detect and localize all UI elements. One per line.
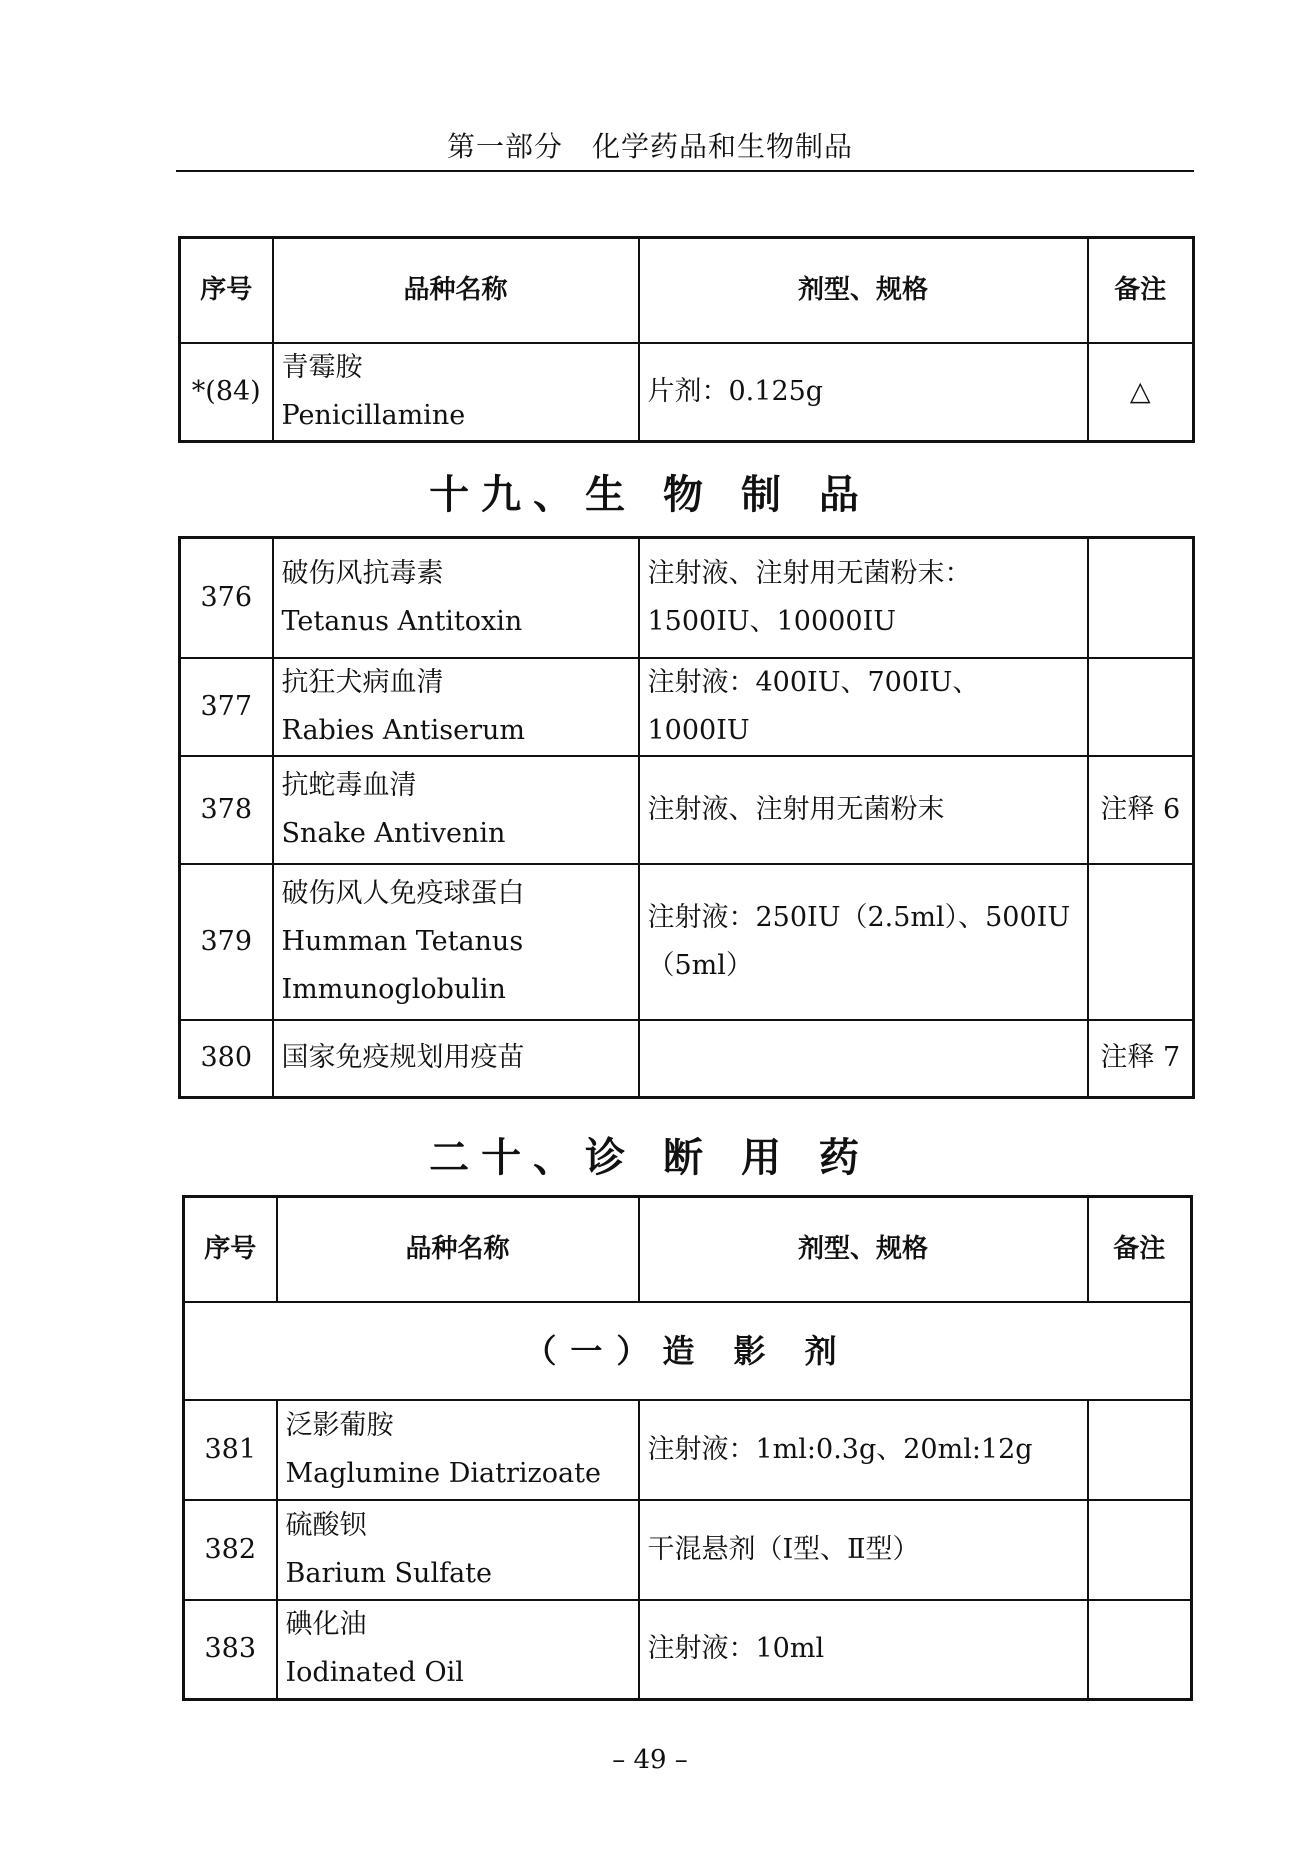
note-cell xyxy=(1088,1400,1192,1500)
drug-name-en: Snake Antivenin xyxy=(281,817,506,849)
row-number: 381 xyxy=(184,1400,277,1500)
row-number: *(84) xyxy=(180,343,273,442)
note-cell xyxy=(1088,864,1194,1020)
header-spec: 剂型、规格 xyxy=(639,1197,1088,1302)
table-row xyxy=(180,343,1194,442)
section-title-diagnostics: 二十、诊 断 用 药 xyxy=(429,1135,871,1181)
header-rule xyxy=(176,170,1194,172)
table-row xyxy=(184,1400,1192,1500)
header-name: 品种名称 xyxy=(273,238,639,343)
page-number: – 49 – xyxy=(612,1745,688,1775)
note-cell xyxy=(1088,1600,1192,1700)
subsection-row xyxy=(184,1302,1192,1400)
table-row xyxy=(180,1020,1194,1098)
table-row xyxy=(180,538,1194,658)
note-cell: 注释 7 xyxy=(1088,1020,1194,1098)
page-header: 第一部分 化学药品和生物制品 xyxy=(446,130,853,163)
table-row xyxy=(180,756,1194,864)
header-spec: 剂型、规格 xyxy=(639,238,1088,343)
row-number: 382 xyxy=(184,1500,277,1600)
table-row xyxy=(180,658,1194,756)
drug-name-en: Rabies Antiserum xyxy=(281,714,525,746)
drug-name-en: Tetanus Antitoxin xyxy=(281,605,523,637)
spec-cell: 注射液：400IU、700IU、1000IU xyxy=(639,658,1088,756)
note-cell xyxy=(1088,538,1194,658)
drug-name-cell xyxy=(273,343,639,442)
drug-name-cell xyxy=(277,1600,639,1700)
drug-name-cn: 破伤风人免疫球蛋白 xyxy=(281,877,525,909)
drug-name-en: Penicillamine xyxy=(281,399,466,431)
spec-cell: 注射液、注射用无菌粉末：1500IU、10000IU xyxy=(639,538,1088,658)
drug-name-cell xyxy=(273,658,639,756)
drug-table-1 xyxy=(178,236,1195,443)
spec-cell: 干混悬剂（Ⅰ型、Ⅱ型） xyxy=(639,1500,1088,1600)
note-cell xyxy=(1088,1500,1192,1600)
drug-name-cn: 碘化油 xyxy=(285,1609,367,1641)
row-number: 379 xyxy=(180,864,273,1020)
drug-name-cn: 青霉胺 xyxy=(281,351,363,383)
drug-name-en: Humman Tetanus Immunoglobulin xyxy=(281,925,524,1005)
drug-name-cell xyxy=(273,538,639,658)
table-row xyxy=(180,864,1194,1020)
drug-name-cn: 破伤风抗毒素 xyxy=(281,557,444,589)
drug-name-cell xyxy=(277,1500,639,1600)
spec-cell: 片剂：0.125g xyxy=(639,343,1088,442)
drug-name-cell xyxy=(273,864,639,1020)
row-number: 378 xyxy=(180,756,273,864)
drug-name-cell xyxy=(277,1400,639,1500)
header-seq: 序号 xyxy=(180,238,273,343)
drug-table-2 xyxy=(178,536,1195,1099)
spec-cell: 注射液：250IU（2.5ml）、500IU（5ml） xyxy=(639,864,1088,1020)
drug-name-en: Barium Sulfate xyxy=(285,1557,492,1589)
note-cell xyxy=(1088,658,1194,756)
table-row xyxy=(184,1500,1192,1600)
spec-cell: 注射液：10ml xyxy=(639,1600,1088,1700)
drug-name-cn: 国家免疫规划用疫苗 xyxy=(281,1042,525,1074)
drug-name-cell xyxy=(273,756,639,864)
drug-name-cn: 泛影葡胺 xyxy=(285,1409,394,1441)
drug-name-cn: 抗蛇毒血清 xyxy=(281,769,417,801)
header-note: 备注 xyxy=(1088,1197,1192,1302)
note-cell: 注释 6 xyxy=(1088,756,1194,864)
table-row xyxy=(184,1600,1192,1700)
spec-cell: 注射液：1ml:0.3g、20ml:12g xyxy=(639,1400,1088,1500)
table-header-row xyxy=(184,1197,1192,1302)
row-number: 376 xyxy=(180,538,273,658)
drug-name-en: Iodinated Oil xyxy=(285,1657,464,1689)
section-title-biologics: 十九、生 物 制 品 xyxy=(429,472,871,518)
row-number: 380 xyxy=(180,1020,273,1098)
drug-table-3 xyxy=(182,1195,1193,1701)
header-note: 备注 xyxy=(1088,238,1194,343)
subsection-title: （一）造 影 剂 xyxy=(184,1302,1192,1400)
table-header-row xyxy=(180,238,1194,343)
drug-name-cn: 抗狂犬病血清 xyxy=(281,666,444,698)
row-number: 377 xyxy=(180,658,273,756)
drug-name-cn: 硫酸钡 xyxy=(285,1509,367,1541)
spec-cell: 注射液、注射用无菌粉末 xyxy=(639,756,1088,864)
header-seq: 序号 xyxy=(184,1197,277,1302)
drug-name-cell xyxy=(273,1020,639,1098)
drug-name-en: Maglumine Diatrizoate xyxy=(285,1457,601,1489)
header-name: 品种名称 xyxy=(277,1197,639,1302)
note-cell: △ xyxy=(1088,343,1194,442)
row-number: 383 xyxy=(184,1600,277,1700)
spec-cell xyxy=(639,1020,1088,1098)
